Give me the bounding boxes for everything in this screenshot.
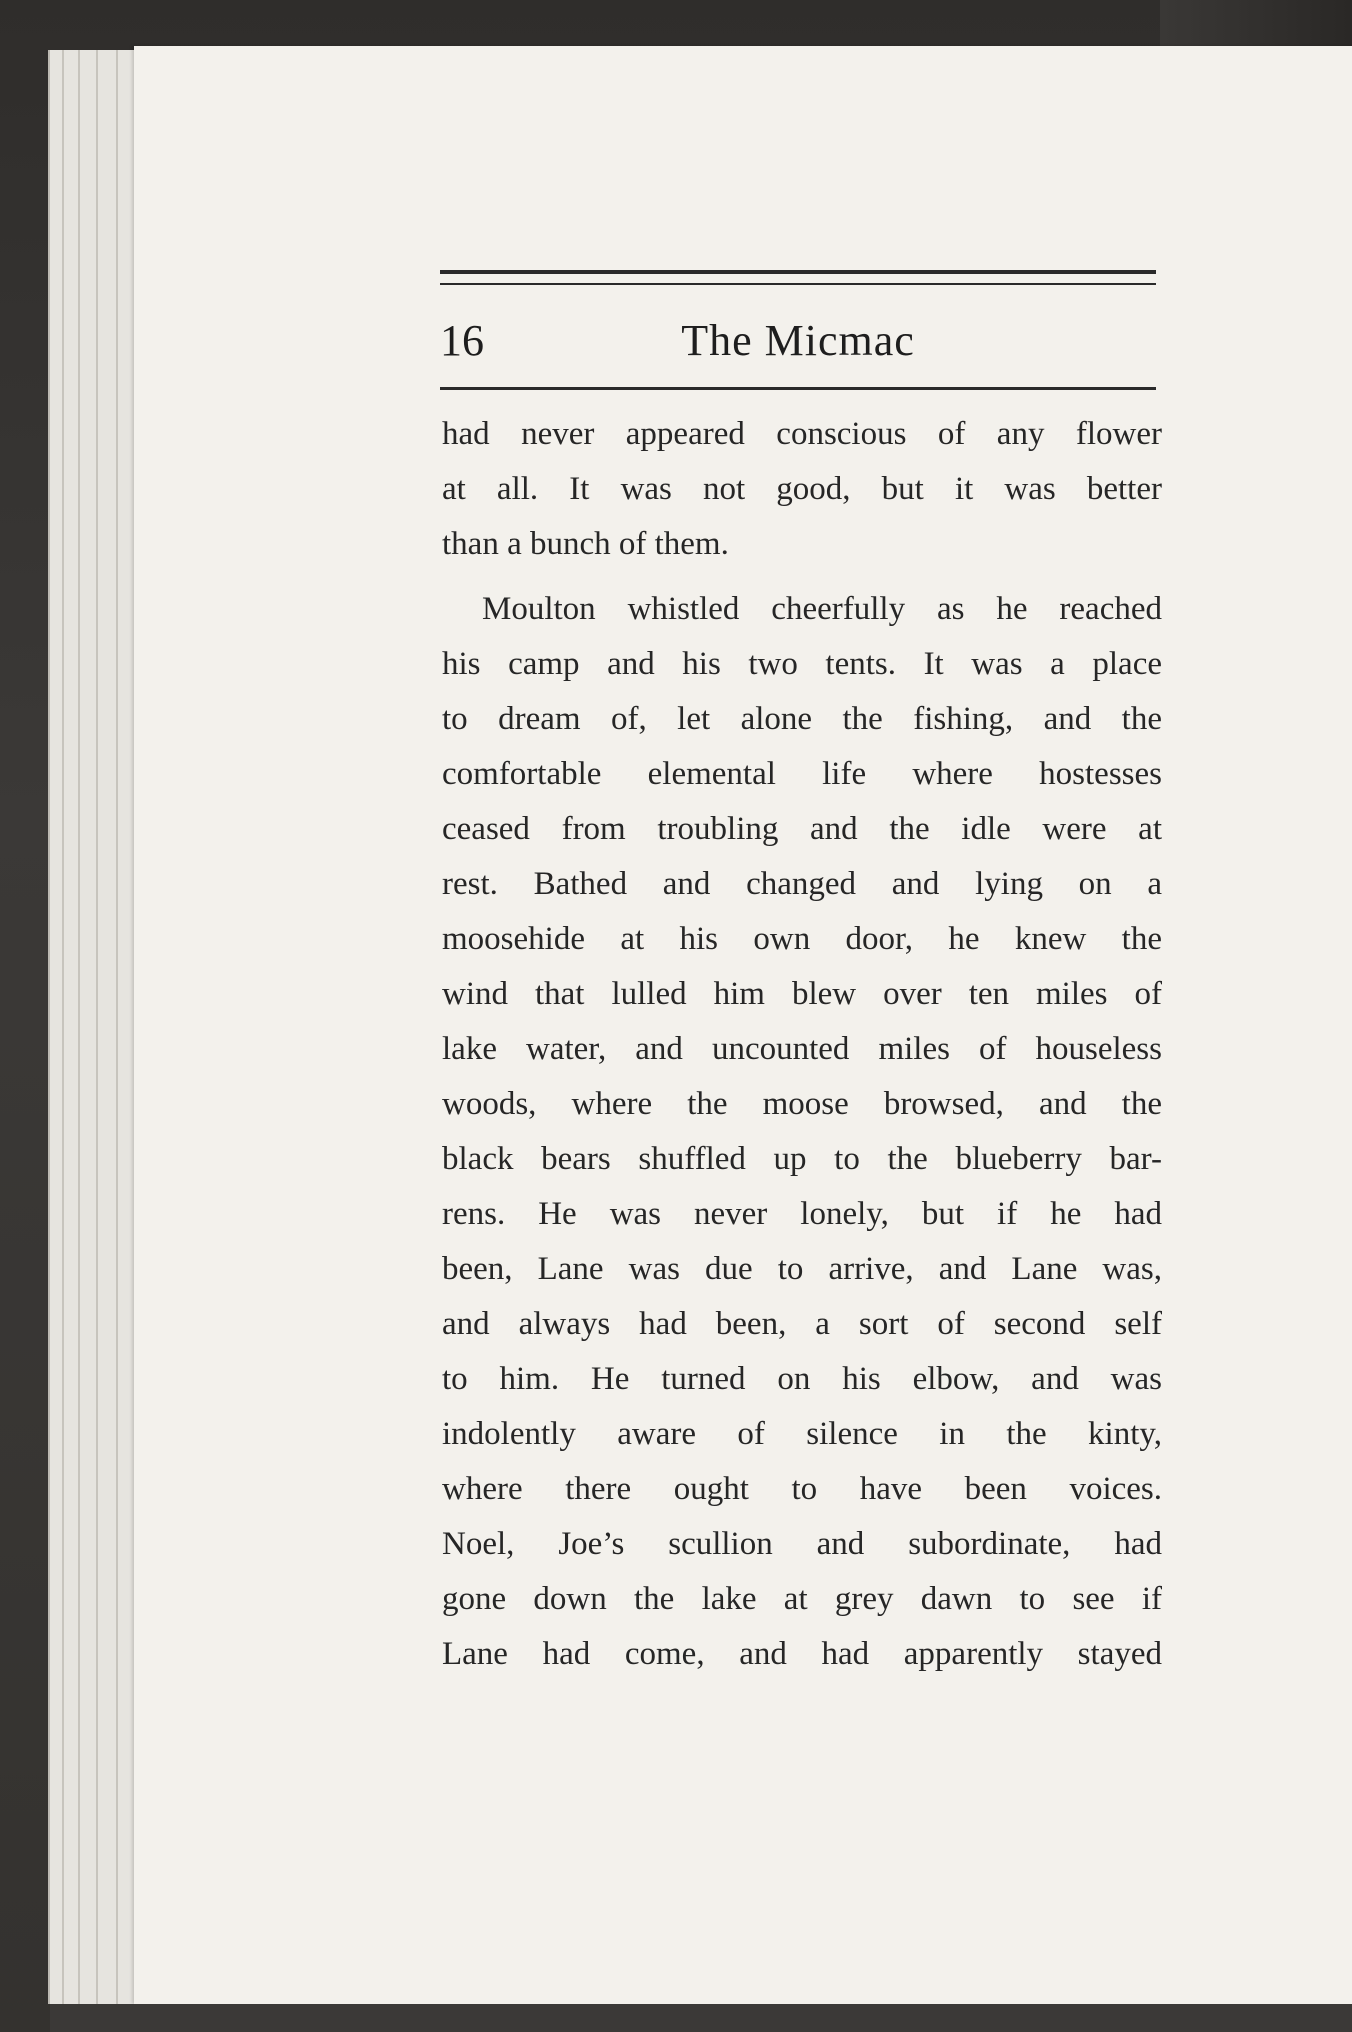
page-edge-line [116,50,118,2004]
page-edge-line [78,50,80,2004]
text-line: gone down the lake at grey dawn to see if [442,1581,1162,1617]
text-line: black bears shuffled up to the blueberry bar- [442,1141,1162,1177]
text-line: at all. It was not good, but it was better [442,471,1162,507]
paragraph-2 [442,582,1162,1682]
text-line: than a bunch of them. [442,526,729,562]
text-line: lake water, and uncounted miles of houseless [442,1031,1162,1067]
text-line: moosehide at his own door, he knew the [442,921,1162,957]
header-rule-top-thick [440,270,1156,274]
page-edge-line [96,50,98,2004]
text-line: and always had been, a sort of second self [442,1306,1162,1342]
header-rule-top-thin [440,283,1156,285]
text-line: his camp and his two tents. It was a place [442,646,1162,682]
text-line: had never appeared conscious of any flower [442,416,1162,452]
text-line: Moulton whistled cheerfully as he reached [482,591,1162,627]
text-line: where there ought to have been voices. [442,1471,1162,1507]
page-edge-line [62,50,64,2004]
page-title: The Micmac [681,316,915,365]
paragraph-1 [442,407,1162,572]
body-text [442,407,1162,1682]
text-line: woods, where the moose browsed, and the [442,1086,1162,1122]
text-line: rens. He was never lonely, but if he had [442,1196,1162,1232]
text-line: been, Lane was due to arrive, and Lane was, [442,1251,1162,1287]
text-line: wind that lulled him blew over ten miles of [442,976,1162,1012]
header-rule-bottom [440,387,1156,390]
text-line: Lane had come, and had apparently stayed [442,1636,1162,1672]
text-line: rest. Bathed and changed and lying on a [442,866,1162,902]
scan-bottom-edge [50,2004,1352,2032]
text-line: indolently aware of silence in the kinty, [442,1416,1162,1452]
text-line: to dream of, let alone the fishing, and the [442,701,1162,737]
text-line: comfortable elemental life where hostesses [442,756,1162,792]
running-head [440,305,1156,377]
text-line: to him. He turned on his elbow, and was [442,1361,1162,1397]
scan-dark-corner [1160,0,1352,46]
text-line: Noel, Joe’s scullion and subordinate, had [442,1526,1162,1562]
page-number: 16 [440,316,484,365]
text-line: ceased from troubling and the idle were at [442,811,1162,847]
